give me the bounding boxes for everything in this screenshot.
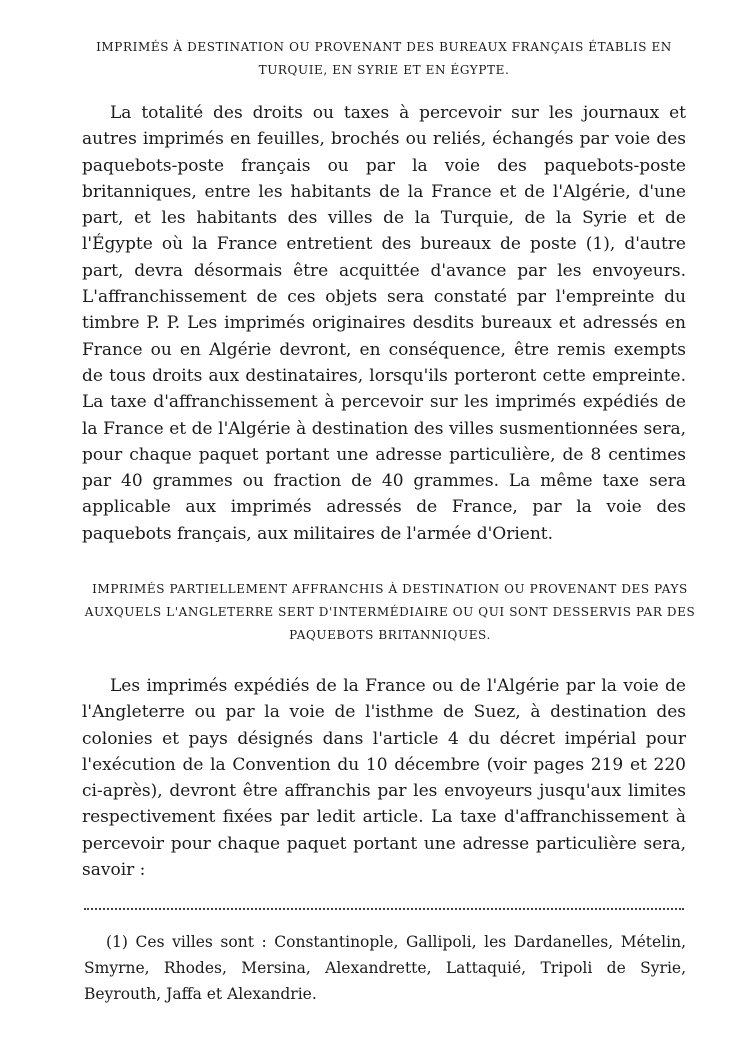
section-heading: IMPRIMÉS PARTIELLEMENT AFFRANCHIS À DESTINATION OU PROVENANT DES PAYS AUXQUELS L'ANGLETERRE SERT D'INTERMÉDIAIRE OU QUI SONT DESSERVIS PAR DES PAQUEBOTS BRITANNIQUES. bbox=[84, 582, 696, 642]
section-heading: IMPRIMÉS À DESTINATION OU PROVENANT DES BUREAUX FRANÇAIS ÉTABLIS EN TURQUIE, EN SYRIE ET EN ÉGYPTE. bbox=[96, 40, 672, 77]
body-paragraph: Les imprimés expédiés de la France ou de l'Algérie par la voie de l'Angleterre ou par la voie de l'isthme de Suez, à destination des colonies et pays désignés dans l'article 4 du décret impérial pour l'exécution de la Convention du 10 décembre (voir pages 219 et 220 ci-après), devront être affranchis par les envoyeurs jusqu'aux limites respectivement fixées par ledit article. La taxe d'affranchissement à percevoir pour chaque paquet portant une adresse particulière sera, savoir : bbox=[82, 676, 686, 881]
footnote-divider bbox=[84, 908, 684, 910]
footnote: (1) Ces villes sont : Constantinople, Gallipoli, les Dardanelles, Mételin, Smyrne, Rhodes, Mersina, Alexandrette, Lattaquié, Tripoli de Syrie, Beyrouth, Jaffa et Alexandrie. bbox=[84, 933, 686, 1003]
body-paragraph: La totalité des droits ou taxes à percevoir sur les journaux et autres imprimés en feuilles, brochés ou reliés, échangés par voie des paquebots-poste français ou par la voie des paquebots-poste britanniques, entre les habitants de la France et de l'Algérie, d'une part, et les habitants des villes de la Turquie, de la Syrie et de l'Égypte où la France entretient des bureaux de poste (1), d'autre part, devra désormais être acquittée d'avance par les envoyeurs. L'affranchissement de ces objets sera constaté par l'empreinte du timbre P. P. Les imprimés originaires desdits bureaux et adressés en France ou en Algérie devront, en conséquence, être remis exempts de tous droits aux destinataires, lorsqu'ils porteront cette empreinte. La taxe d'affranchissement à percevoir sur les imprimés expédiés de la France et de l'Algérie à destination des villes susmentionnées sera, pour chaque paquet portant une adresse particulière, de 8 centimes par 40 grammes ou fraction de 40 grammes. La même taxe sera applicable aux imprimés adressés de France, par la voie des paquebots français, aux militaires de l'armée d'Orient. bbox=[82, 103, 686, 544]
